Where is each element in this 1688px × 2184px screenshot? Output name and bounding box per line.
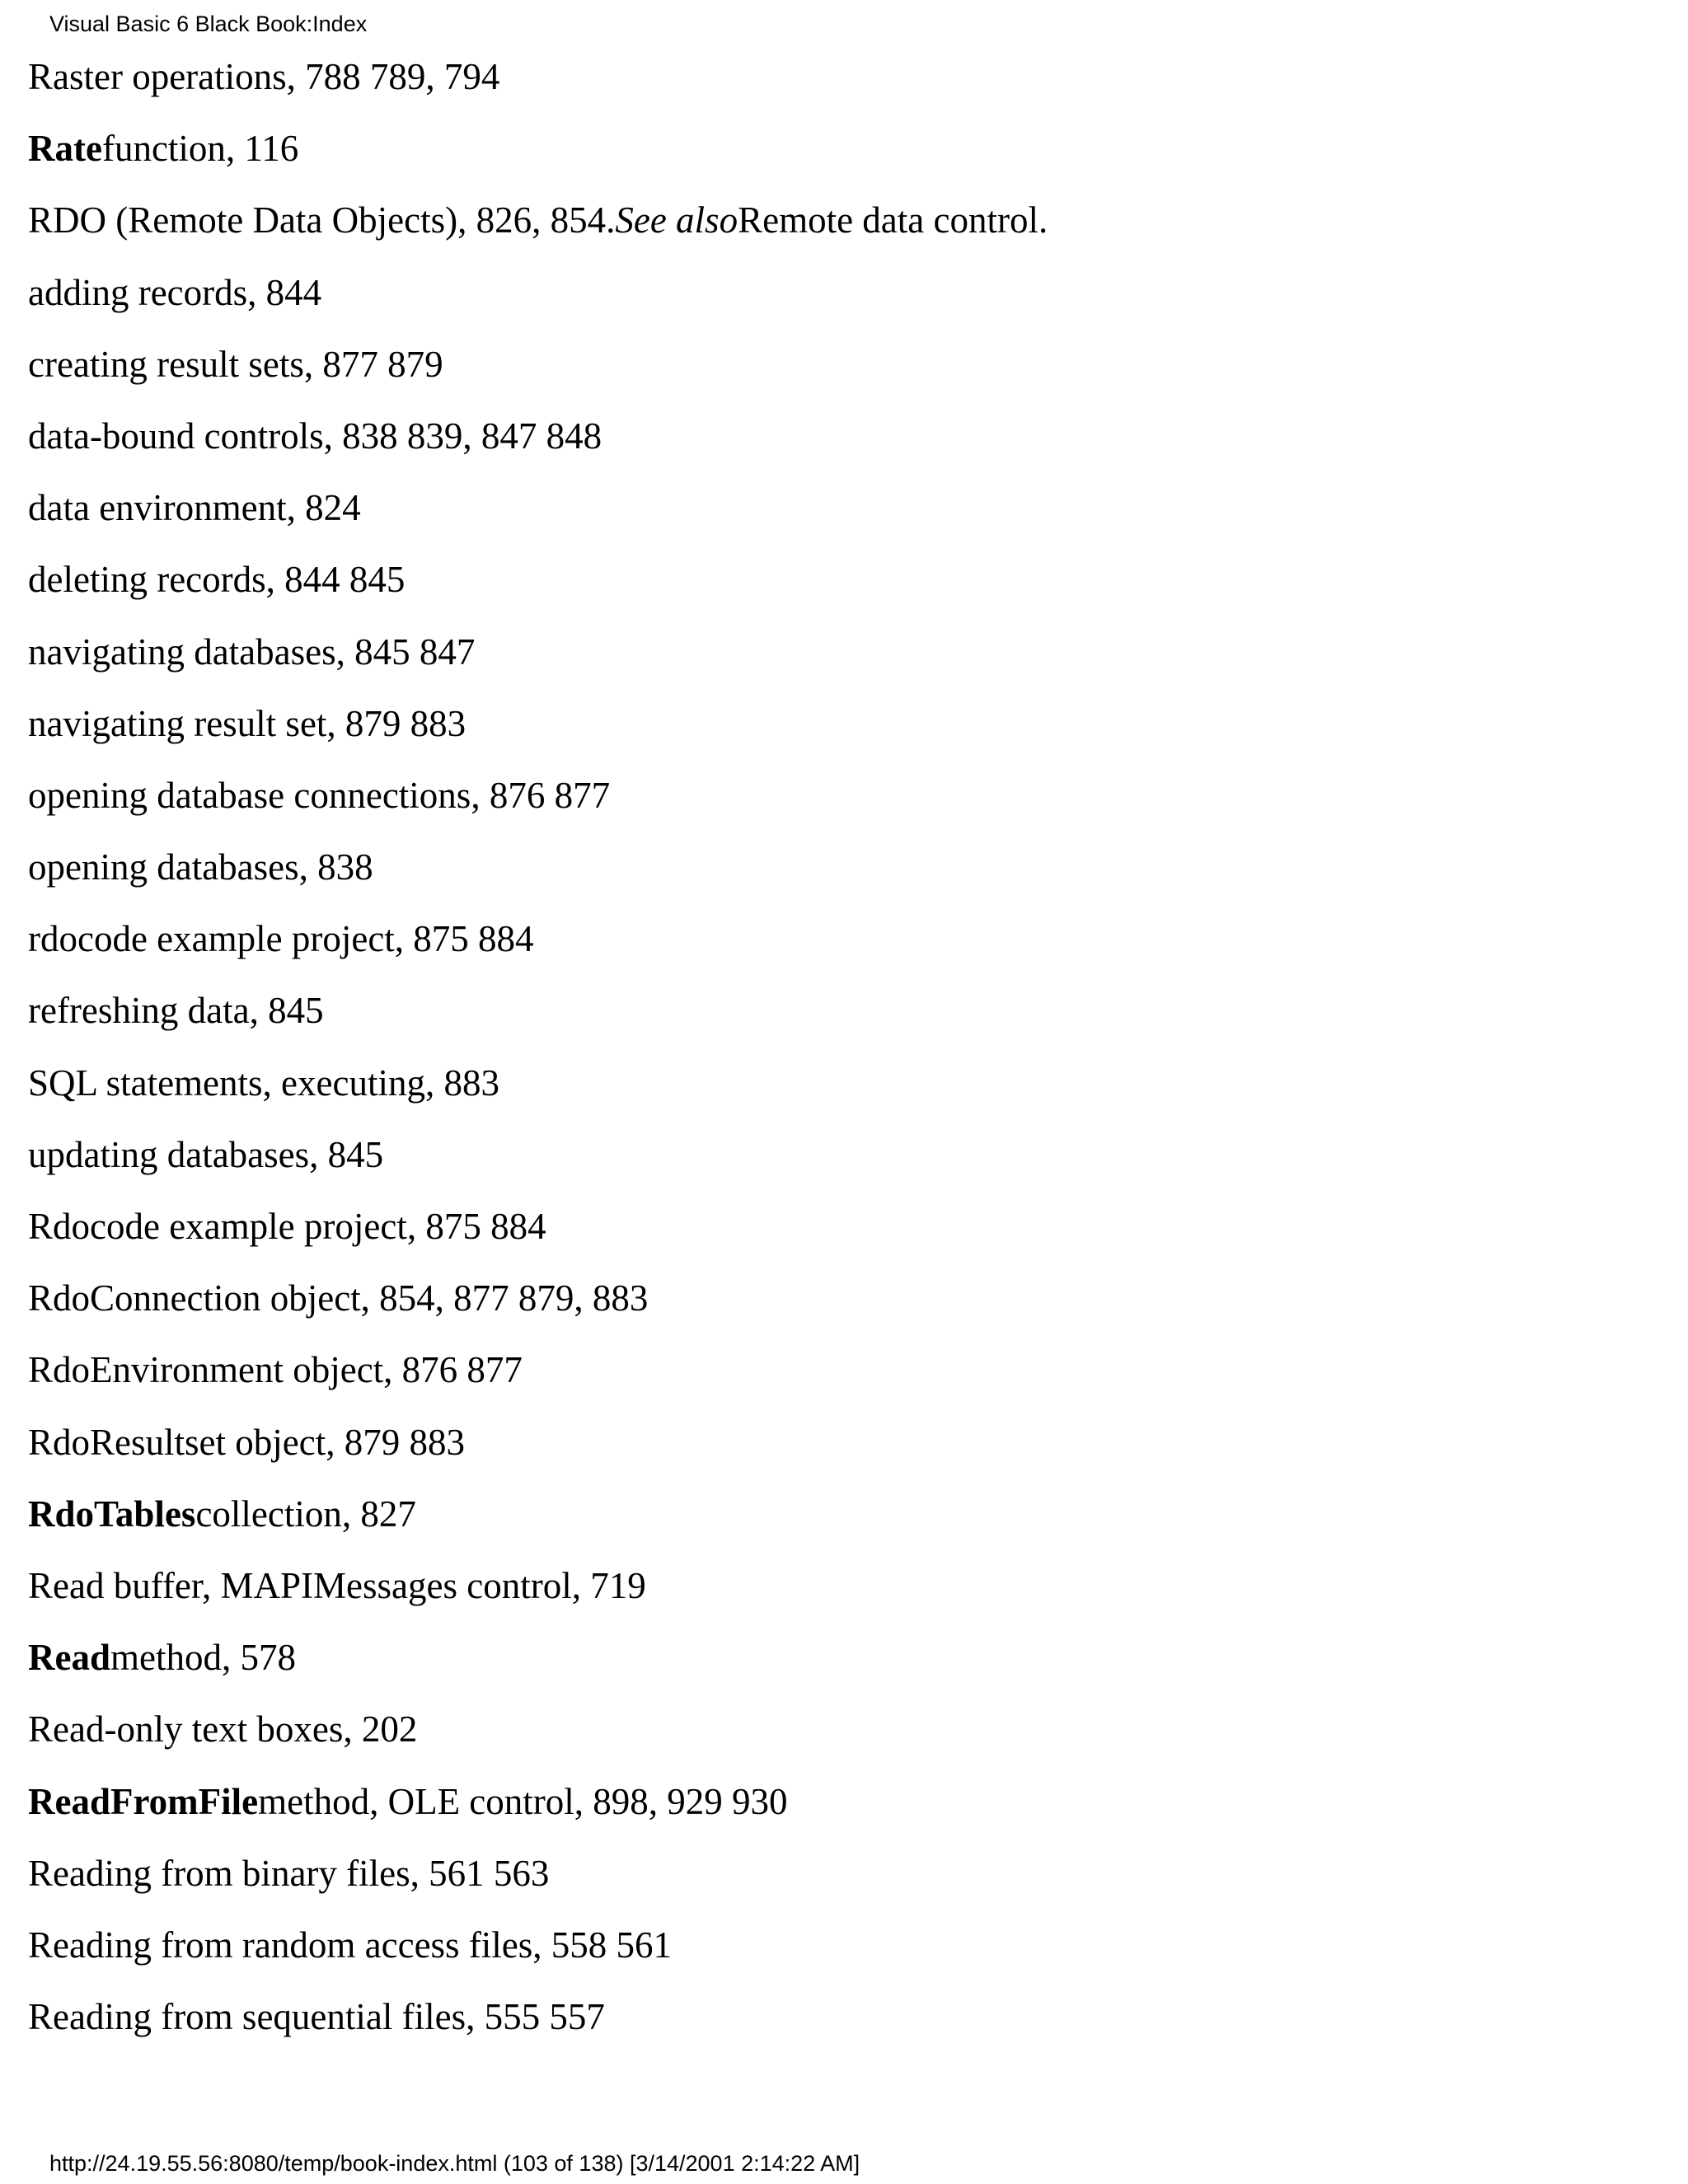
entry-bold-term: RdoTables xyxy=(28,1493,196,1535)
index-entry xyxy=(28,1201,1048,1272)
entry-bold-term: ReadFromFile xyxy=(28,1780,259,1822)
entry-text: opening database connections, 876 877 xyxy=(28,774,611,816)
entry-text: Read buffer, MAPIMessages control, 719 xyxy=(28,1564,646,1606)
index-entry xyxy=(28,1632,1048,1704)
index-entry xyxy=(28,985,1048,1057)
index-entry xyxy=(28,1488,1048,1560)
index-entry xyxy=(28,51,1048,123)
entry-bold-term: Rate xyxy=(28,128,102,170)
index-entry xyxy=(28,410,1048,482)
entry-bold-term: Read xyxy=(28,1637,110,1679)
index-entry xyxy=(28,482,1048,554)
page-footer-url: http://24.19.55.56:8080/temp/book-index.html (103 of 138) [3/14/2001 2:14:22 AM] xyxy=(49,2151,860,2176)
entry-text: navigating databases, 845 847 xyxy=(28,630,476,673)
entry-text: updating databases, 845 xyxy=(28,1133,384,1175)
entry-text: Reading from binary files, 561 563 xyxy=(28,1852,550,1894)
entry-see-also-target: Remote data control. xyxy=(738,199,1048,241)
index-entry xyxy=(28,1776,1048,1848)
index-entry xyxy=(28,841,1048,913)
index-entry xyxy=(28,1344,1048,1416)
entry-text: adding records, 844 xyxy=(28,271,322,313)
entry-text: RdoResultset object, 879 883 xyxy=(28,1421,465,1463)
index-entry-list xyxy=(28,51,1048,2063)
index-entry xyxy=(28,339,1048,410)
entry-text: creating result sets, 877 879 xyxy=(28,343,443,385)
entry-text: method, OLE control, 898, 929 930 xyxy=(258,1780,788,1822)
index-entry xyxy=(28,626,1048,698)
index-entry xyxy=(28,1272,1048,1344)
entry-text: data environment, 824 xyxy=(28,487,361,529)
index-entry xyxy=(28,1919,1048,1991)
index-entry xyxy=(28,1129,1048,1201)
entry-text: Read-only text boxes, 202 xyxy=(28,1708,418,1750)
index-entry xyxy=(28,554,1048,626)
index-entry xyxy=(28,698,1048,770)
entry-see-also: See also xyxy=(615,199,738,241)
index-entry xyxy=(28,1704,1048,1775)
entry-text: collection, 827 xyxy=(195,1493,416,1535)
entry-text: data-bound controls, 838 839, 847 848 xyxy=(28,415,603,457)
index-entry xyxy=(28,123,1048,194)
entry-text: method, 578 xyxy=(110,1637,296,1679)
entry-text: navigating result set, 879 883 xyxy=(28,702,467,744)
index-entry xyxy=(28,1417,1048,1488)
entry-text: opening databases, 838 xyxy=(28,846,373,888)
index-entry xyxy=(28,913,1048,985)
index-entry xyxy=(28,1057,1048,1129)
entry-text: deleting records, 844 845 xyxy=(28,559,406,601)
entry-text: RdoConnection object, 854, 877 879, 883 xyxy=(28,1277,649,1319)
entry-text: rdocode example project, 875 884 xyxy=(28,918,534,960)
entry-text: Rdocode example project, 875 884 xyxy=(28,1206,546,1247)
index-entry xyxy=(28,194,1048,266)
index-entry xyxy=(28,770,1048,841)
entry-text: refreshing data, 845 xyxy=(28,990,324,1032)
entry-text: function, 116 xyxy=(101,128,299,170)
index-entry xyxy=(28,1848,1048,1919)
index-entry xyxy=(28,1560,1048,1632)
entry-text: RdoEnvironment object, 876 877 xyxy=(28,1349,523,1391)
index-entry xyxy=(28,267,1048,339)
page-header: Visual Basic 6 Black Book:Index xyxy=(49,12,368,36)
entry-text: RDO (Remote Data Objects), 826, 854. xyxy=(28,199,616,241)
entry-text: Reading from random access files, 558 561 xyxy=(28,1924,673,1966)
entry-text: Raster operations, 788 789, 794 xyxy=(28,56,500,97)
entry-text: Reading from sequential files, 555 557 xyxy=(28,1996,605,2038)
entry-text: SQL statements, executing, 883 xyxy=(28,1062,499,1104)
index-entry xyxy=(28,1991,1048,2063)
